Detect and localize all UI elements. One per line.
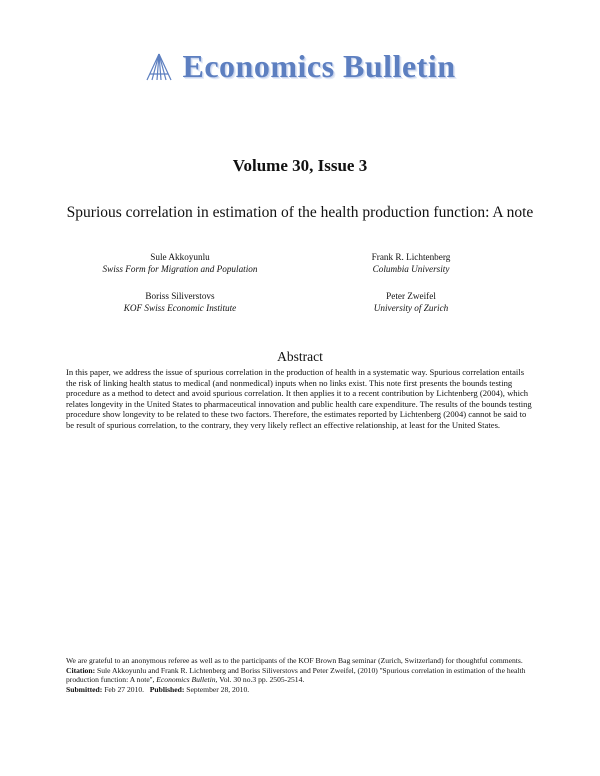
submitted-date: Feb 27 2010. — [104, 684, 145, 694]
author-block — [60, 251, 300, 275]
citation-text: Sule Akkoyunlu and Frank R. Lichtenberg and Boriss Siliverstovs and Peter Zweifel, (2010) ''Spurious correlation in estimation of the health production function: A note'', — [66, 665, 526, 685]
footnote-block — [66, 656, 536, 694]
citation-rest: Vol. 30 no.3 pp. 2505-2514. — [219, 675, 305, 685]
journal-name: Economics Bulletin — [182, 48, 456, 84]
author-affiliation: University of Zurich — [373, 303, 449, 313]
author-block — [60, 290, 300, 314]
published-date: September 28, 2010. — [186, 684, 250, 694]
triangle-lines-icon — [144, 52, 174, 82]
citation — [66, 666, 536, 685]
author-name: Boriss Siliverstovs — [145, 291, 215, 301]
submitted-label: Submitted: — [66, 684, 103, 694]
abstract-heading: Abstract — [277, 349, 323, 364]
author-name: Frank R. Lichtenberg — [371, 252, 451, 262]
acknowledgement: We are grateful to an anonymous referee as well as to the participants of the KOF Brown Bag seminar (Zurich, Switzerland) for thoughtful comments. — [66, 656, 523, 665]
author-affiliation: Columbia University — [372, 264, 450, 274]
author-name: Peter Zweifel — [386, 291, 436, 301]
citation-label: Citation: — [66, 665, 96, 675]
paper-title: Spurious correlation in estimation of the health production function: A note — [66, 204, 534, 221]
author-name: Sule Akkoyunlu — [150, 252, 210, 262]
author-affiliation: Swiss Form for Migration and Population — [102, 264, 258, 274]
author-affiliation: KOF Swiss Economic Institute — [123, 303, 237, 313]
published-label: Published: — [149, 684, 185, 694]
author-block — [291, 290, 531, 314]
journal-masthead — [0, 48, 600, 87]
author-block — [291, 251, 531, 275]
abstract-text: In this paper, we address the issue of spurious correlation in the production of health in a systematic way. Spurious correlation entails the risk of linking health status to medical (and nonmedical) inputs when no links exist. This note first presents the bounds testing procedure as a method to detect and avoid spurious correlation. It then applies it to a recent contribution by Lichtenberg (2004), which relates longevity in the United States to pharmaceutical innovation and public health care expenditure. The results of the bounds testing procedure show longevity to be related to these two factors. Therefore, the estimates reported by Lichtenberg (2004) cannot be said to be result of spurious correlation, to the contrary, they very likely reflect an effective relationship, at least for the United States. — [66, 367, 532, 430]
volume-issue: Volume 30, Issue 3 — [232, 156, 368, 175]
citation-journal: Economics Bulletin, — [156, 675, 218, 685]
dates — [66, 685, 536, 695]
